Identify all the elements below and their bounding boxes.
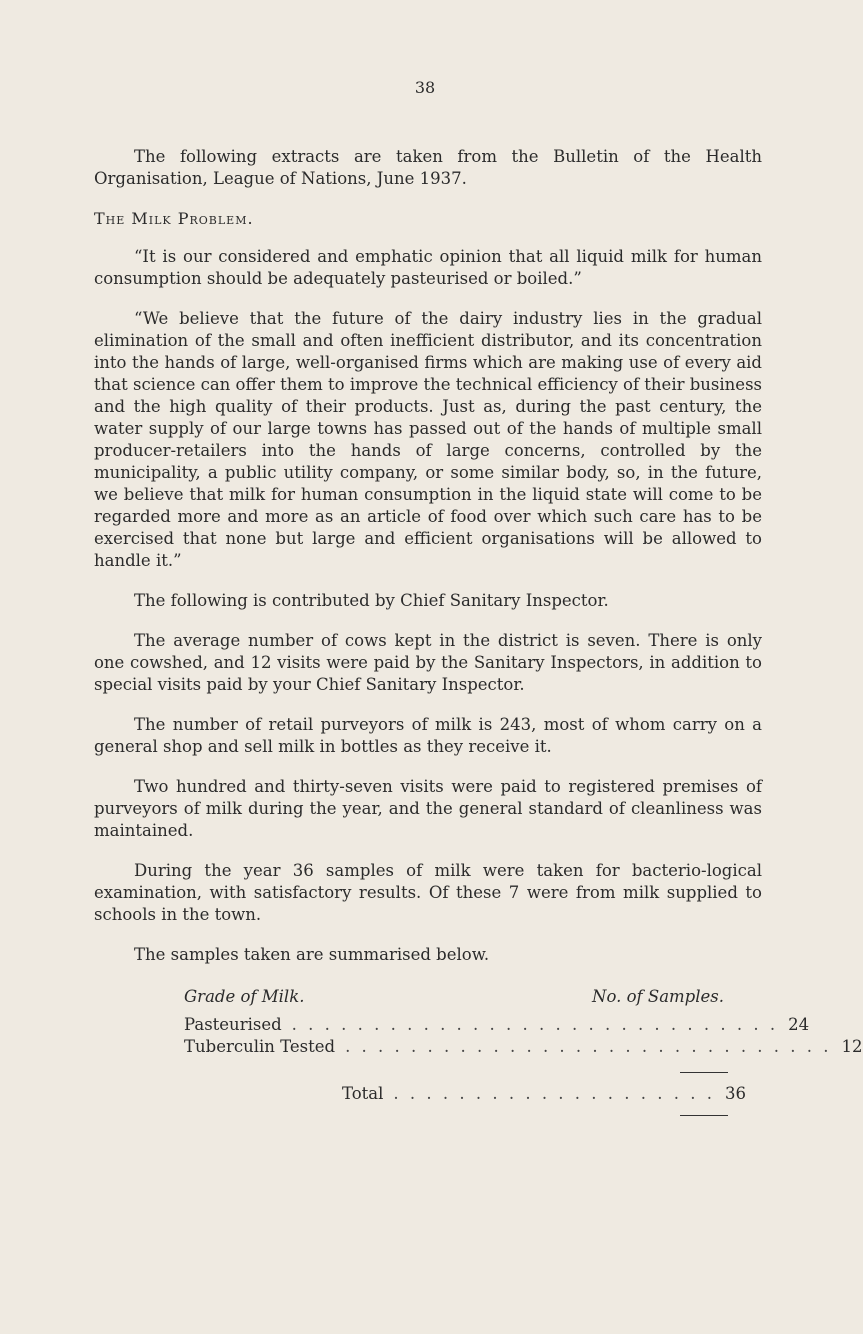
- grade-cell: Pasteurised: [184, 1015, 282, 1034]
- intro-paragraph: The following extracts are taken from the Bulletin of the Health Organisation, League of Nations, June 1937.: [94, 147, 762, 188]
- leader-dots: . . . . . . . . . . . . . . . . . . . . . . . . . . . . . .: [345, 1037, 832, 1056]
- table-row: [184, 1014, 810, 1036]
- total-value: 36: [724, 1084, 746, 1103]
- retail-paragraph: The number of retail purveyors of milk is 243, most of whom carry on a general shop and sell milk in bottles as they receive it.: [94, 715, 762, 756]
- quote-paragraph-2: “We believe that the future of the dairy industry lies in the gradual elimination of the small and often inefficient distributor, and its concentration into the hands of large, well-organised firms which are making use of every aid that science can offer them to improve the technical efficiency of their business and the high quality of their products. Just as, during the past century, the water supply of our large towns has passed out of the hands of multiple small producer-retailers into the hands of large concerns, controlled by the municipality, a public utility company, or some similar body, so, in the future, we believe that milk for human consumption in the liquid state will come to be regarded more and more as an article of food over which such care has to be exercised that none but large and efficient organisations will be allowed to handle it.”: [94, 309, 762, 570]
- table-header: [184, 986, 724, 1008]
- table-row: [184, 1036, 863, 1058]
- samples-cell: 24: [788, 1015, 810, 1034]
- samples-cell: 12: [841, 1037, 863, 1056]
- samples-column-header: No. of Samples.: [592, 987, 724, 1006]
- leader-dots: . . . . . . . . . . . . . . . . . . . .: [393, 1084, 715, 1103]
- samples-paragraph: During the year 36 samples of milk were taken for bacterio-logical examination, with satisfactory results. Of these 7 were from milk supplied to schools in the town.: [94, 861, 762, 924]
- page-content: [94, 146, 863, 1116]
- visits-paragraph: Two hundred and thirty-seven visits were paid to registered premises of purveyors of milk during the year, and the general standard of cleanliness was maintained.: [94, 777, 762, 840]
- leader-dots: . . . . . . . . . . . . . . . . . . . . . . . . . . . . . .: [291, 1015, 779, 1034]
- section-heading: The Milk Problem.: [94, 209, 254, 228]
- grade-cell: Tuberculin Tested: [184, 1037, 336, 1056]
- total-rule: [680, 1115, 728, 1116]
- total-label: Total: [342, 1084, 384, 1103]
- grade-column-header: Grade of Milk.: [184, 987, 305, 1006]
- quote-paragraph-1: “It is our considered and emphatic opinion that all liquid milk for human consumption should be adequately pasteurised or boiled.”: [94, 247, 762, 288]
- summary-paragraph: The samples taken are summarised below.: [134, 945, 490, 964]
- page-number: 38: [414, 78, 436, 97]
- cows-paragraph: The average number of cows kept in the district is seven. There is only one cowshed, and 12 visits were paid by the Sanitary Inspectors, in addition to special visits paid by your Chief Sanitary Inspector.: [94, 631, 762, 694]
- subtotal-rule: [680, 1072, 728, 1073]
- samples-table: [184, 986, 863, 1116]
- quote-block: [94, 246, 762, 572]
- total-row: [342, 1083, 746, 1105]
- contributed-paragraph: The following is contributed by Chief Sanitary Inspector.: [134, 591, 609, 610]
